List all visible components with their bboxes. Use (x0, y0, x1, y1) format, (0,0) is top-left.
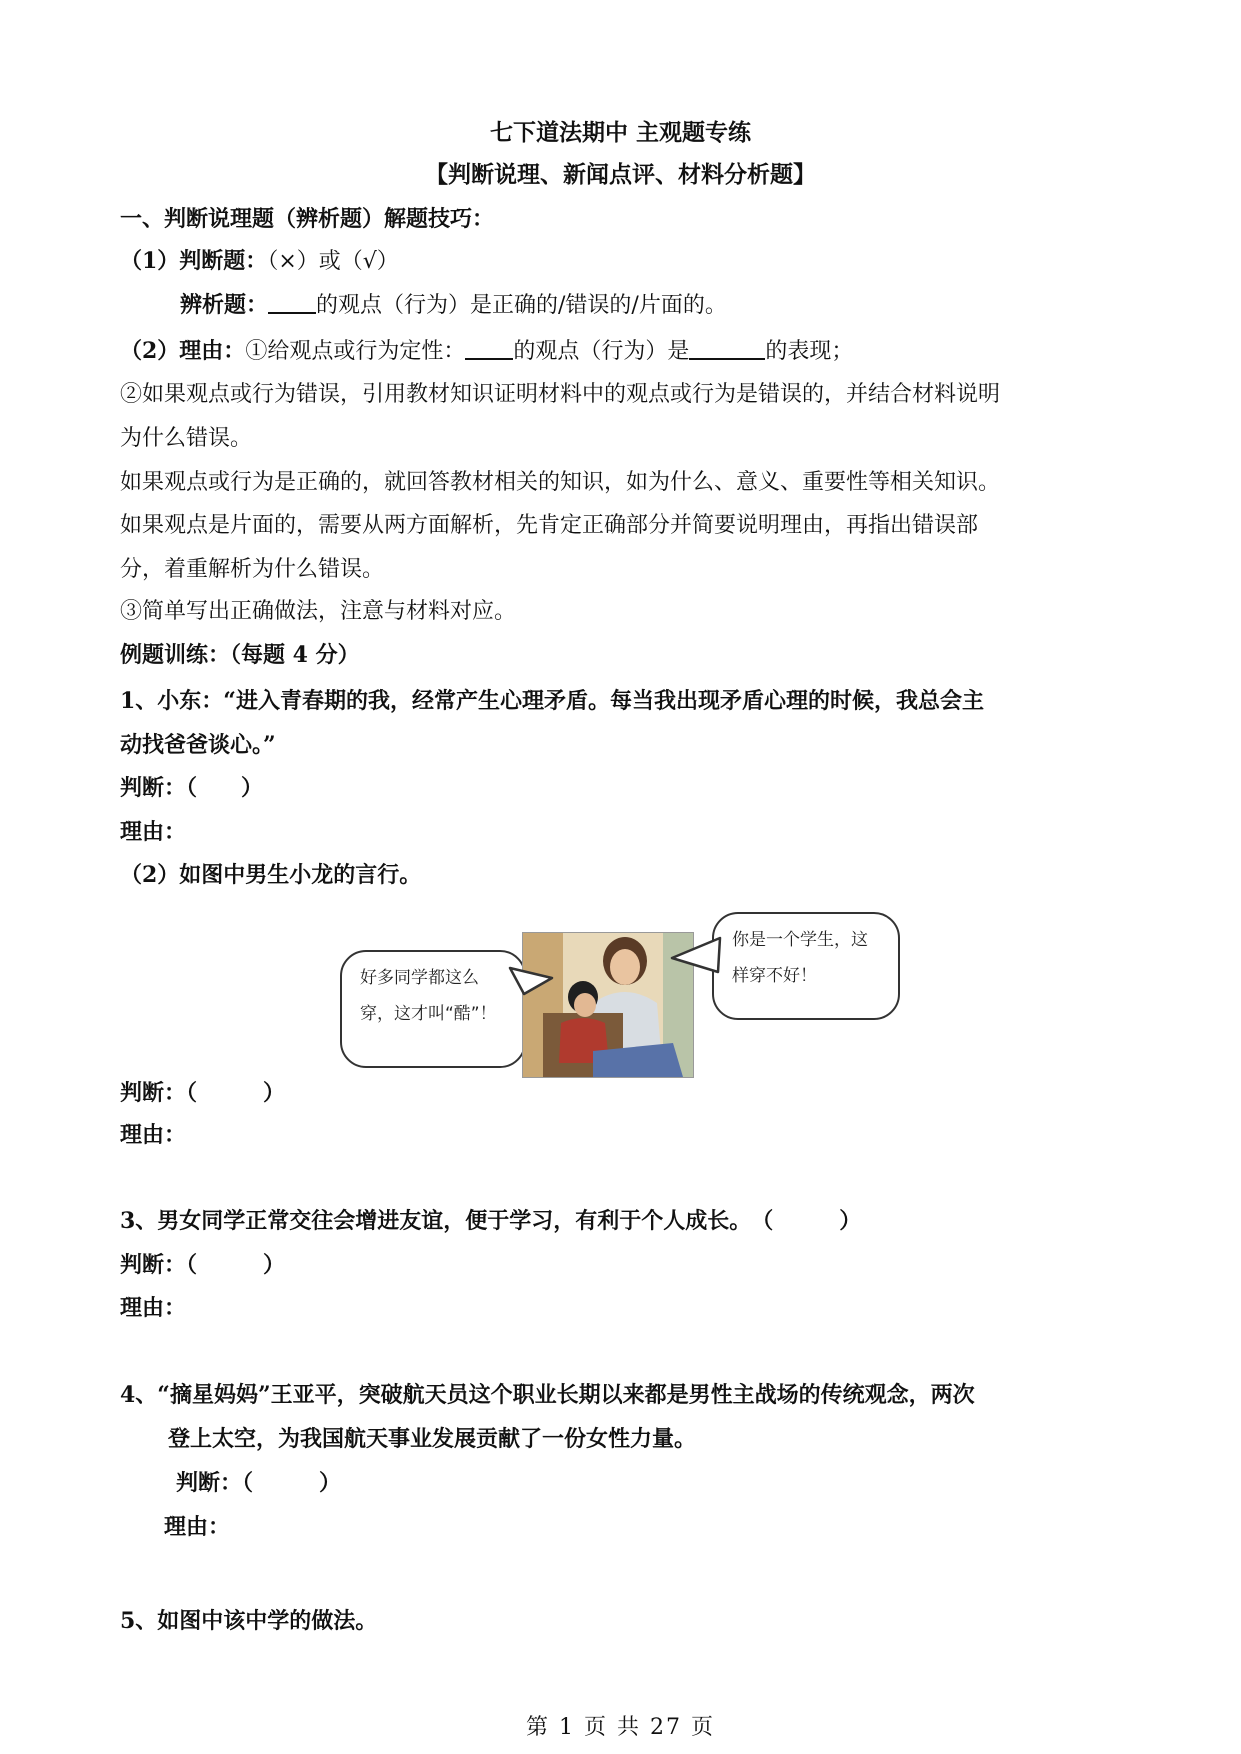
section1-heading: 一、判断说理题（辨析题）解题技巧： (120, 206, 495, 232)
q5-text: 5、如图中该中学的做法。 (120, 1608, 378, 1634)
q1-text: 1、小东：“进入青春期的我，经常产生心理矛盾。每当我出现矛盾心理的时候，我总会主 (120, 688, 984, 714)
q4-reason: 理由： (164, 1514, 231, 1540)
analysis-label: 辨析题： (180, 292, 269, 318)
bubble-text: 穿，这才叫“酷”！ (360, 1004, 497, 1024)
paragraph: 分，着重解析为什么错误。 (120, 557, 385, 582)
page-footer: 第 1 页 共 27 页 (526, 1715, 715, 1740)
reason-technique (120, 336, 853, 367)
blank-line (465, 336, 513, 360)
analysis-technique (180, 290, 727, 321)
judge-label: （1）判断题： (120, 248, 268, 274)
paragraph: ③简单写出正确做法，注意与材料对应。 (120, 599, 517, 624)
paragraph: 如果观点是片面的，需要从两方面解析，先肯定正确部分并简要说明理由，再指出错误部 (120, 513, 979, 538)
reason-part1: ①给观点或行为定性： (245, 339, 466, 364)
bubble-text: 你是一个学生，这 (732, 930, 868, 950)
comic-figure (340, 898, 900, 1078)
q4-text: 登上太空，为我国航天事业发展贡献了一份女性力量。 (168, 1426, 697, 1452)
page-subtitle: 【判断说理、新闻点评、材料分析题】 (425, 161, 816, 188)
q4-text: 4、“摘星妈妈”王亚平，突破航天员这个职业长期以来都是男性主战场的传统观念，两次 (120, 1382, 975, 1408)
q2-reason: 理由： (120, 1122, 187, 1148)
q2-text: （2）如图中男生小龙的言行。 (120, 862, 422, 888)
blank-line (689, 336, 765, 360)
q1-reason: 理由： (120, 819, 187, 845)
paragraph: 如果观点或行为是正确的，就回答教材相关的知识，如为什么、意义、重要性等相关知识。 (120, 470, 1001, 495)
q3-text: 3、男女同学正常交往会增进友谊，便于学习，有利于个人成长。 （ ） (120, 1208, 862, 1234)
reason-label: （2）理由： (120, 338, 246, 364)
q3-judge: 判断：（ ） (120, 1252, 286, 1278)
judge-text: （×）或（√） (267, 249, 399, 274)
reason-part2: 的观点（行为）是 (513, 339, 690, 364)
paragraph: ②如果观点或行为错误，引用教材知识证明材料中的观点或行为是错误的，并结合材料说明 (120, 382, 1001, 407)
reason-part3: 的表现； (765, 339, 854, 364)
q3-reason: 理由： (120, 1295, 187, 1321)
blank-line (268, 290, 316, 314)
q4-judge: 判断：（ ） (176, 1470, 342, 1496)
q1-judge: 判断：（ ） (120, 775, 264, 801)
paragraph: 为什么错误。 (120, 426, 253, 451)
bubble-tails (340, 898, 900, 1078)
practice-heading: 例题训练：（每题 4 分） (120, 642, 360, 668)
analysis-text: 的观点（行为）是正确的/错误的/片面的。 (316, 293, 727, 318)
judge-technique (120, 246, 399, 277)
bubble-text: 样穿不好！ (732, 966, 817, 986)
q2-judge: 判断：（ ） (120, 1080, 286, 1106)
page-title: 七下道法期中 主观题专练 (489, 119, 751, 146)
q1-text: 动找爸爸谈心。” (120, 732, 276, 758)
bubble-text: 好多同学都这么 (360, 968, 479, 988)
